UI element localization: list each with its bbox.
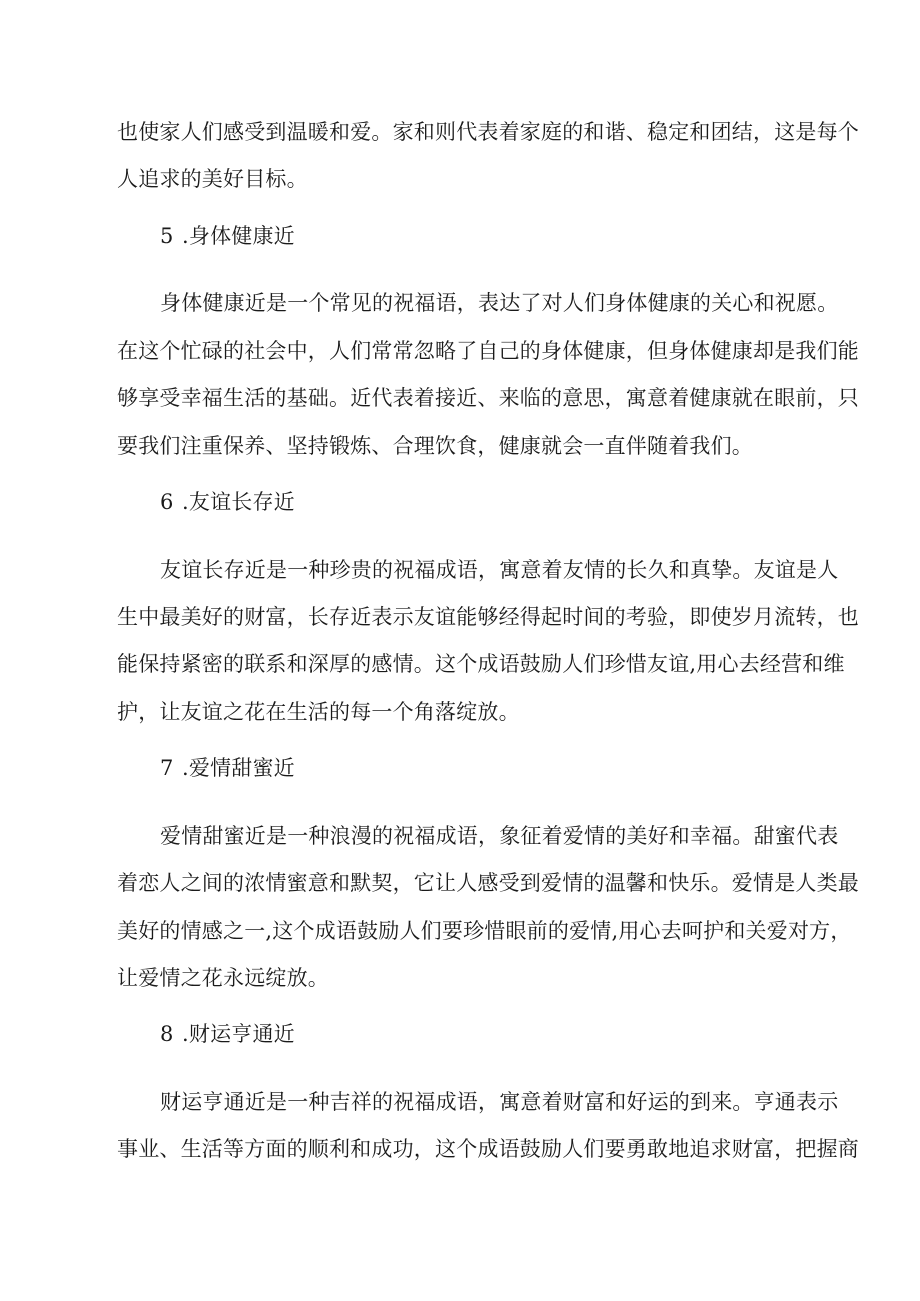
section-7-line-1: 爱情甜蜜近是一种浪漫的祝福成语，象征着爱情的美好和幸福。甜蜜代表 xyxy=(160,824,839,848)
section-8-number: 8 xyxy=(160,1022,174,1046)
intro-line-2: 人追求的美好目标。 xyxy=(117,167,308,191)
section-7-line-3: 美好的情感之一,这个成语鼓励人们要珍惜眼前的爱情,用心去呵护和关爱对方， xyxy=(117,919,852,943)
section-5-line-3: 够享受幸福生活的基础。近代表着接近、来临的意思，寓意着健康就在眼前，只 xyxy=(117,386,859,410)
section-6-number: 6 xyxy=(160,490,174,514)
section-7-number: 7 xyxy=(160,756,174,780)
section-7-title: .爱情甜蜜近 xyxy=(182,756,295,780)
section-8-heading xyxy=(160,1020,860,1048)
section-7-line-2: 着恋人之间的浓情蜜意和默契，它让人感受到爱情的温馨和快乐。爱情是人类最 xyxy=(117,871,859,895)
section-7-heading xyxy=(160,754,860,782)
section-8-title: .财运亨通近 xyxy=(182,1022,295,1046)
section-7-line-4: 让爱情之花永远绽放。 xyxy=(117,966,329,990)
section-6-heading xyxy=(160,488,860,516)
section-8-line-2: 事业、生活等方面的顺利和成功，这个成语鼓励人们要勇敢地追求财富，把握商 xyxy=(117,1137,859,1161)
section-8-line-1: 财运亨通近是一种吉祥的祝福成语，寓意着财富和好运的到来。亨通表示 xyxy=(160,1090,839,1114)
section-6-line-2: 生中最美好的财富，长存近表示友谊能够经得起时间的考验，即使岁月流转，也 xyxy=(117,605,859,629)
section-5-line-4: 要我们注重保养、坚持锻炼、合理饮食，健康就会一直伴随着我们。 xyxy=(117,434,753,458)
section-5-number: 5 xyxy=(160,224,174,248)
section-5-line-1: 身体健康近是一个常见的祝福语，表达了对人们身体健康的关心和祝愿。 xyxy=(160,291,839,315)
section-5-title: .身体健康近 xyxy=(182,224,295,248)
section-6-line-3: 能保持紧密的联系和深厚的感情。这个成语鼓励人们珍惜友谊,用心去经营和维 xyxy=(117,652,845,676)
section-6-line-1: 友谊长存近是一种珍贵的祝福成语，寓意着友情的长久和真挚。友谊是人 xyxy=(160,558,839,582)
section-5-heading xyxy=(160,222,860,250)
intro-line-1: 也使家人们感受到温暖和爱。家和则代表着家庭的和谐、稳定和团结，这是每个 xyxy=(117,120,859,144)
section-6-title: .友谊长存近 xyxy=(182,490,295,514)
section-5-line-2: 在这个忙碌的社会中，人们常常忽略了自己的身体健康，但身体健康却是我们能 xyxy=(117,339,859,363)
section-6-line-4: 护，让友谊之花在生活的每一个角落绽放。 xyxy=(117,700,520,724)
